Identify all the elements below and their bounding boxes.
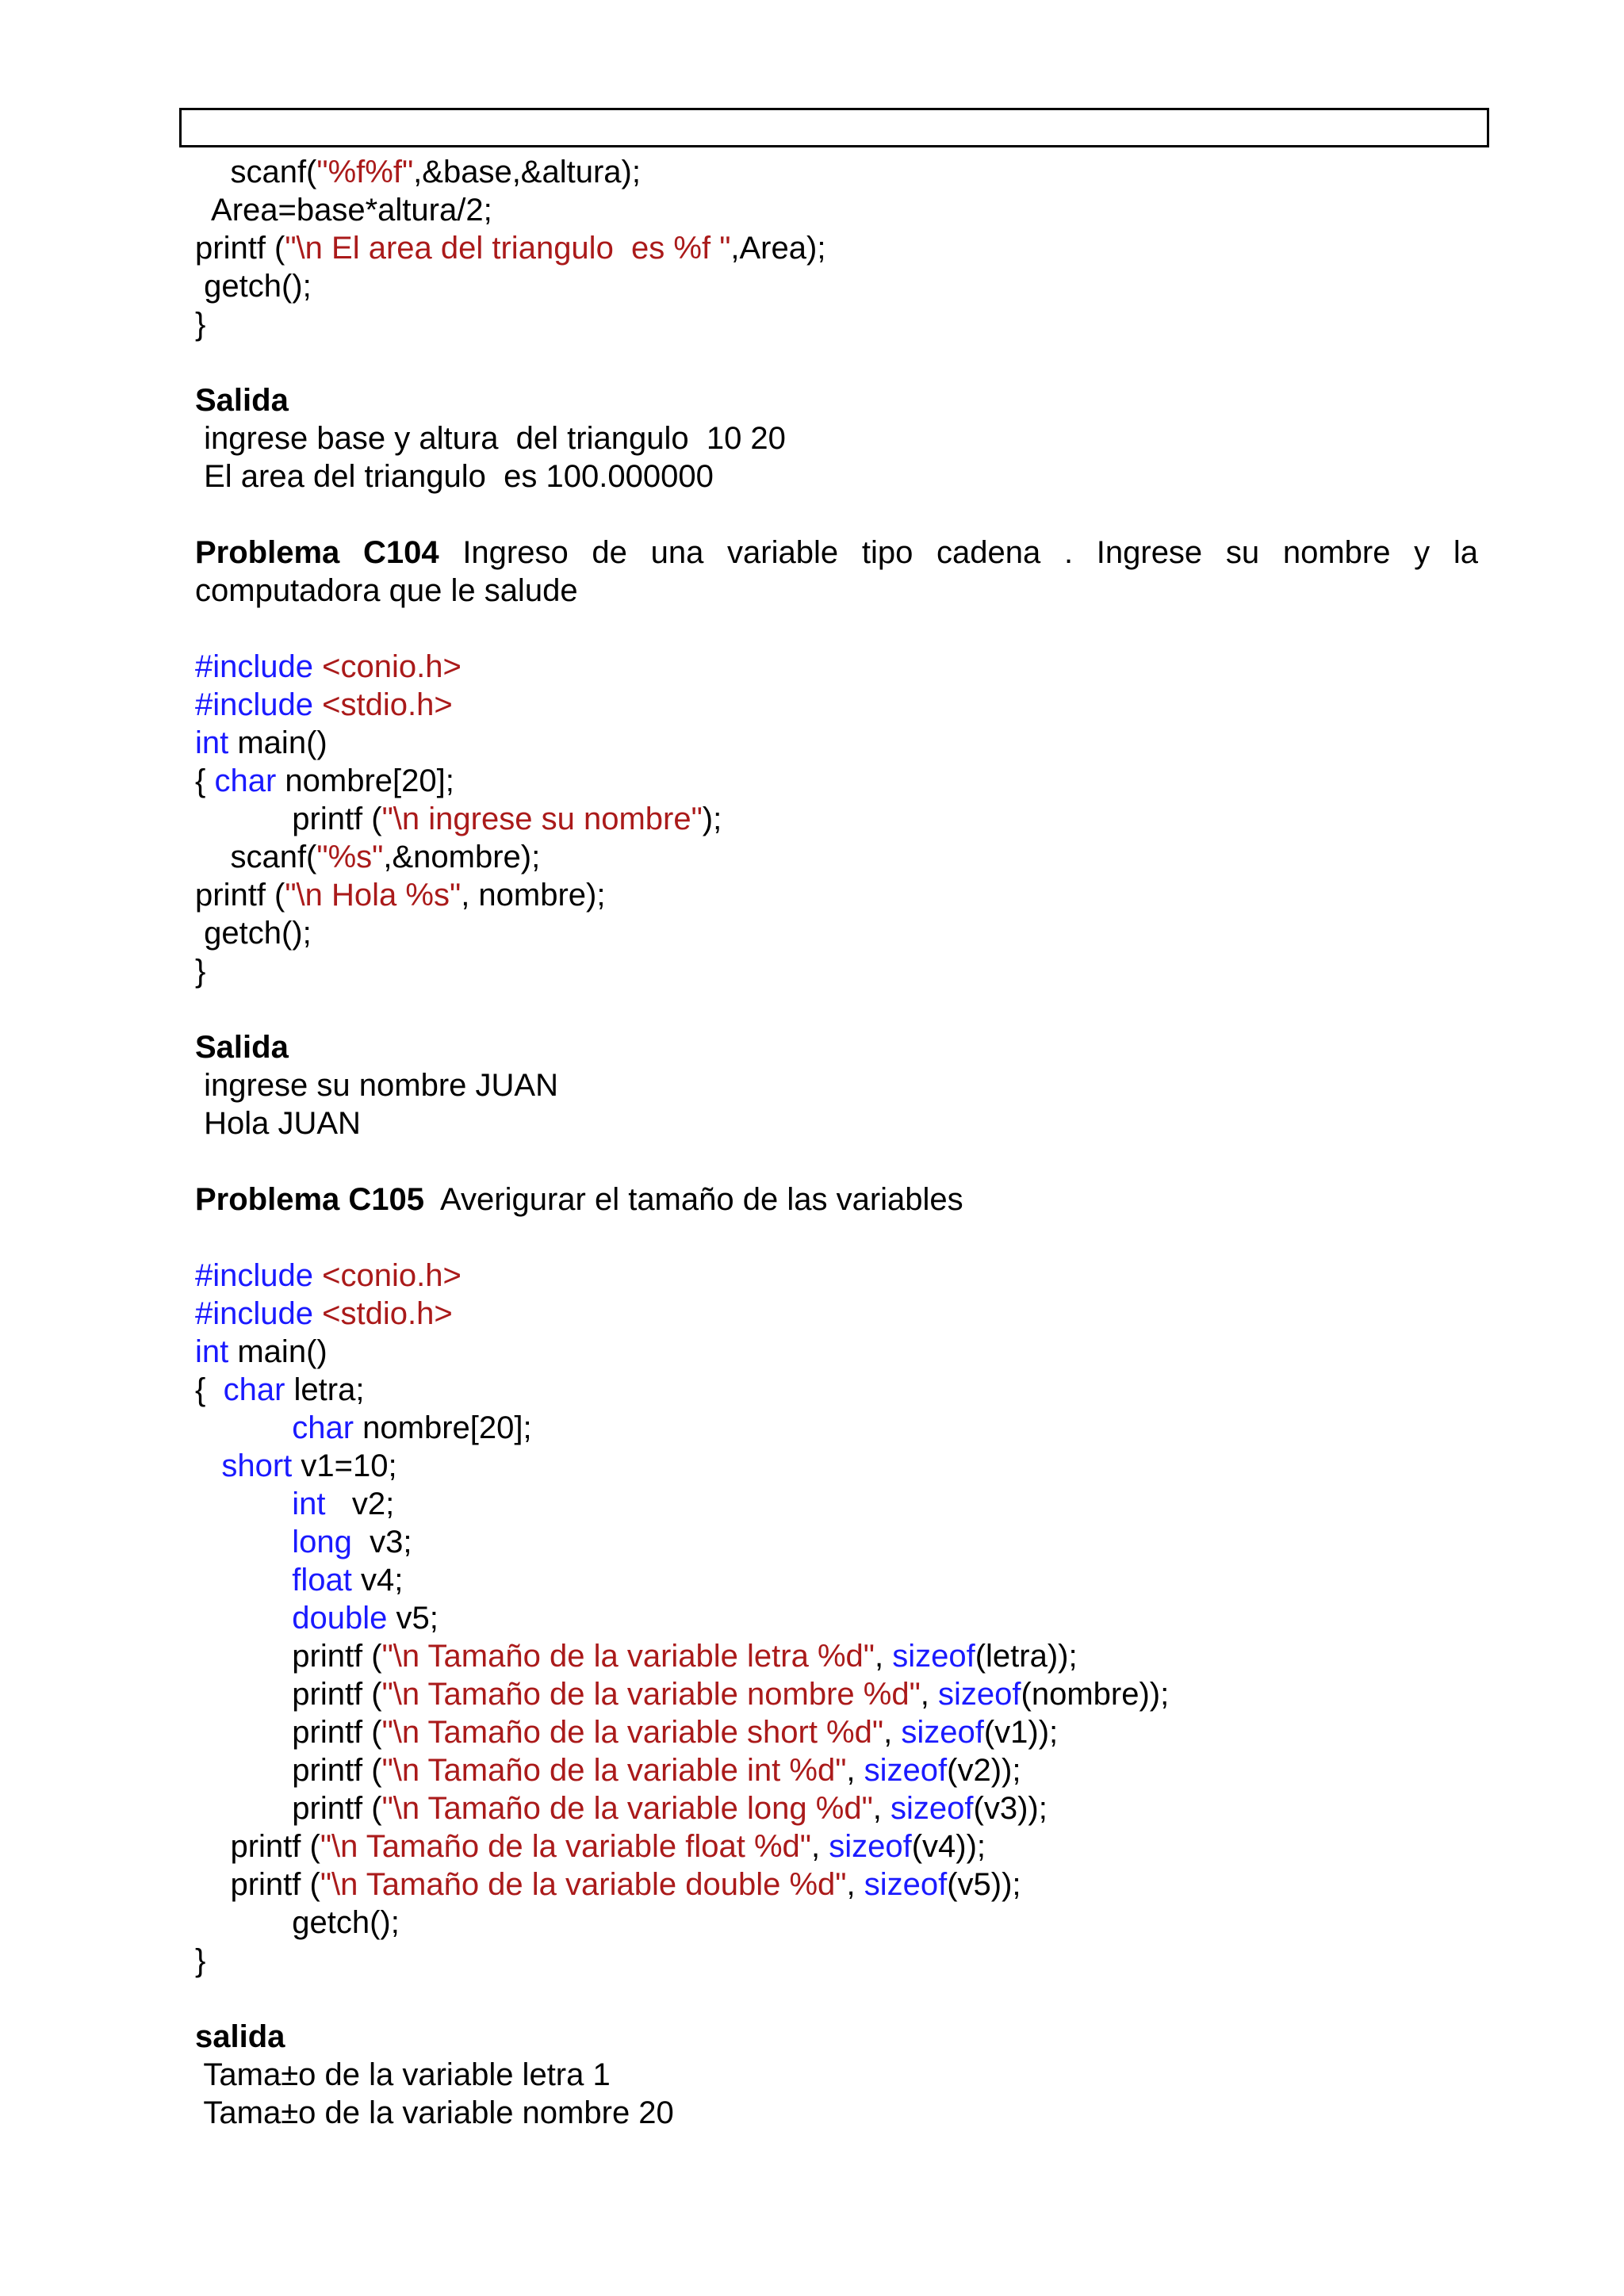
header-box	[179, 108, 1489, 147]
code-block-c103	[195, 153, 1478, 343]
problem-description-line: Problema C104 Ingreso de una variable tipo cadena . Ingrese su nombre y la	[195, 535, 1478, 570]
code-line: printf ("\n Tamaño de la variable long %d", sizeof(v3));	[195, 1791, 1048, 1826]
code-line: }	[195, 307, 206, 342]
code-line: #include <stdio.h>	[195, 1296, 453, 1331]
code-line: getch();	[195, 269, 312, 304]
code-line: getch();	[195, 916, 312, 951]
code-line: }	[195, 954, 206, 989]
code-line: short v1=10;	[221, 1448, 397, 1483]
code-line: printf ("\n Tamaño de la variable int %d", sizeof(v2));	[195, 1753, 1021, 1788]
output-section-3	[195, 2018, 1478, 2132]
output-line: Hola JUAN	[195, 1106, 361, 1141]
output-section-1	[195, 381, 1478, 496]
output-line: ingrese su nombre JUAN	[195, 1068, 558, 1103]
code-line: long v3;	[292, 1525, 412, 1559]
output-line: Tama±o de la variable nombre 20	[195, 2095, 674, 2130]
code-line: printf ("\n Tamaño de la variable nombre %d", sizeof(nombre));	[195, 1677, 1170, 1712]
code-line: int v2;	[292, 1487, 395, 1521]
code-line: scanf("%s",&nombre);	[195, 840, 541, 874]
code-line: printf ("\n Tamaño de la variable double %d", sizeof(v5));	[195, 1867, 1021, 1902]
problem-c105-statement: Problema C105 Averigurar el tamaño de las variables	[195, 1182, 963, 1217]
problem-description-line: computadora que le salude	[195, 573, 578, 608]
output-line: El area del triangulo es 100.000000	[195, 459, 714, 494]
code-line: #include <conio.h>	[195, 649, 462, 684]
code-block-c104	[195, 648, 1478, 990]
output-heading: Salida	[195, 1030, 289, 1065]
code-line: getch();	[195, 1905, 400, 1940]
output-heading: salida	[195, 2019, 285, 2054]
code-line: #include <stdio.h>	[195, 687, 453, 722]
code-line: printf ("\n El area del triangulo es %f ",Area);	[195, 231, 826, 266]
code-line: printf ("\n Hola %s", nombre);	[195, 878, 606, 913]
code-line: }	[195, 1943, 206, 1978]
output-section-2	[195, 1028, 1478, 1142]
code-line: printf ("\n Tamaño de la variable float %d", sizeof(v4));	[195, 1829, 986, 1864]
code-block-c105	[195, 1257, 1478, 1980]
problem-label: Problema C105	[195, 1182, 425, 1217]
code-line: { char letra;	[195, 1372, 365, 1407]
code-line: char nombre[20];	[292, 1410, 532, 1445]
code-line: printf ("\n Tamaño de la variable letra %d", sizeof(letra));	[195, 1639, 1078, 1674]
code-line: int main()	[195, 725, 327, 760]
page-content	[195, 153, 1478, 2132]
code-line: { char nombre[20];	[195, 763, 454, 798]
code-line: #include <conio.h>	[195, 1258, 462, 1293]
code-line: Area=base*altura/2;	[195, 193, 492, 228]
problem-c104-statement	[195, 534, 1478, 610]
code-line: printf ("\n Tamaño de la variable short %d", sizeof(v1));	[195, 1715, 1059, 1750]
code-line: scanf("%f%f",&base,&altura);	[195, 155, 641, 189]
code-line: int main()	[195, 1334, 327, 1369]
code-line: float v4;	[292, 1563, 404, 1598]
output-line: Tama±o de la variable letra 1	[195, 2057, 611, 2092]
problem-label: Problema C104	[195, 535, 439, 570]
output-line: ingrese base y altura del triangulo 10 20	[195, 421, 786, 456]
output-heading: Salida	[195, 383, 289, 418]
code-line: printf ("\n ingrese su nombre");	[195, 802, 722, 836]
code-line: double v5;	[292, 1601, 439, 1636]
